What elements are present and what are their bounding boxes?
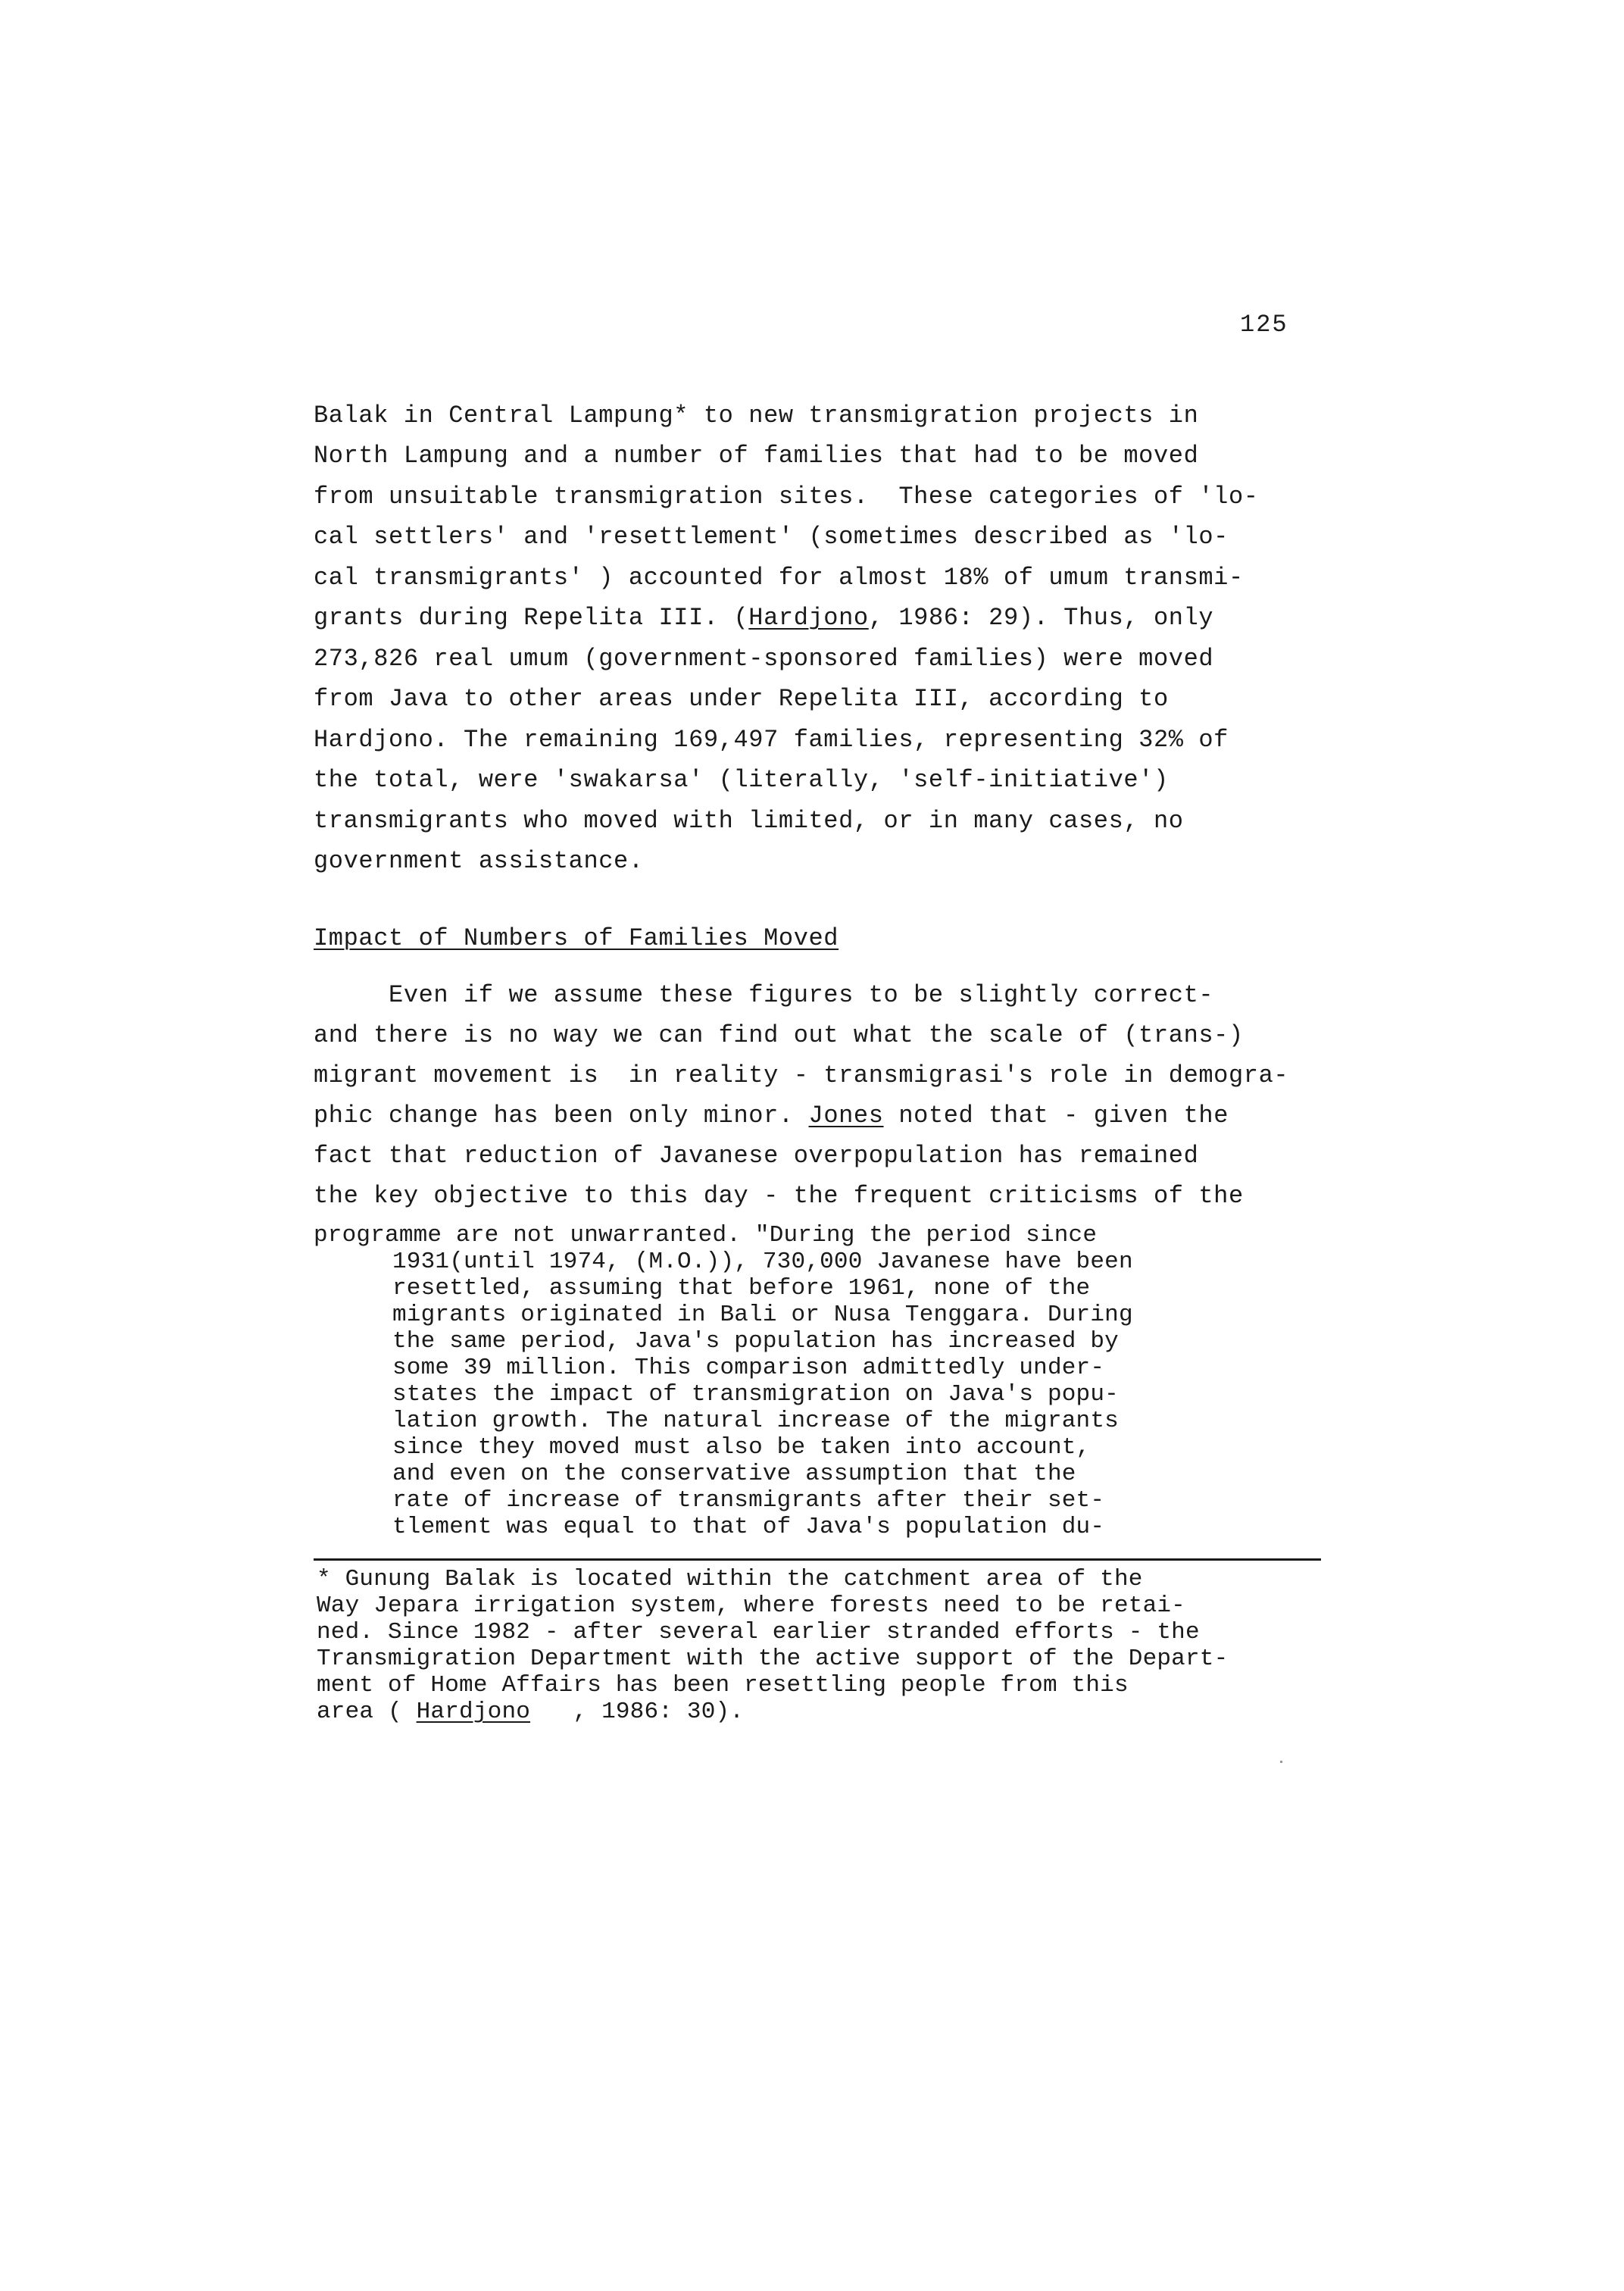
body-line: from unsuitable transmigration sites. These categories of 'lo- — [314, 483, 1259, 511]
section-heading: Impact of Numbers of Families Moved — [314, 924, 839, 952]
quote-line: states the impact of transmigration on Java's popu- — [392, 1381, 1119, 1408]
body-line: cal settlers' and 'resettlement' (sometimes described as 'lo- — [314, 523, 1229, 551]
citation-hardjono: Hardjono — [748, 604, 869, 632]
body-line: the total, were 'swakarsa' (literally, 'self-initiative') — [314, 766, 1169, 794]
quote-line: and even on the conservative assumption that the — [392, 1461, 1076, 1487]
footnote-line: Transmigration Department with the active support of the Depart- — [317, 1646, 1229, 1672]
body-line-text: , 1986: 29). Thus, only — [868, 604, 1214, 632]
section-line: the key objective to this day - the frequent criticisms of the — [314, 1182, 1244, 1210]
page-number: 125 — [1240, 311, 1288, 339]
quote-line: migrants originated in Bali or Nusa Tenggara. During — [392, 1302, 1133, 1328]
footnote-line-text: area ( — [317, 1699, 417, 1725]
footnote-line: Way Jepara irrigation system, where forests need to be retai- — [317, 1592, 1185, 1619]
body-line-text: grants during Repelita III. ( — [314, 604, 749, 632]
scan-speck — [1280, 1761, 1282, 1763]
quote-line: some 39 million. This comparison admittedly under- — [392, 1355, 1105, 1381]
footnote-line: * Gunung Balak is located within the catchment area of the — [317, 1566, 1143, 1592]
footnote-divider — [314, 1558, 1321, 1561]
body-line: cal transmigrants' ) accounted for almost 18% of umum transmi- — [314, 564, 1244, 592]
body-line: 273,826 real umum (government-sponsored families) were moved — [314, 645, 1214, 673]
section-line-text: noted that - given the — [883, 1102, 1229, 1130]
quote-line: lation growth. The natural increase of the migrants — [392, 1408, 1119, 1434]
body-line: transmigrants who moved with limited, or in many cases, no — [314, 807, 1184, 835]
citation-jones: Jones — [808, 1102, 884, 1130]
body-line: Hardjono. The remaining 169,497 families, representing 32% of — [314, 726, 1229, 754]
quote-line: programme are not unwarranted. "During the period since — [314, 1222, 1098, 1249]
body-line — [314, 604, 1213, 632]
body-line: government assistance. — [314, 847, 644, 875]
quote-line: 1931(until 1974, (M.O.)), 730,000 Javanese have been — [392, 1249, 1133, 1275]
footnote-line: ment of Home Affairs has been resettling people from this — [317, 1672, 1129, 1699]
body-line: from Java to other areas under Repelita III, according to — [314, 685, 1169, 713]
footnote-line: ned. Since 1982 - after several earlier stranded efforts - the — [317, 1619, 1200, 1646]
section-line: fact that reduction of Javanese overpopulation has remained — [314, 1142, 1199, 1170]
footnote-line — [317, 1699, 744, 1725]
section-line-text: phic change has been only minor. — [314, 1102, 809, 1130]
section-line — [314, 1102, 1229, 1130]
body-line: North Lampung and a number of families that had to be moved — [314, 442, 1199, 470]
quote-line: resettled, assuming that before 1961, none of the — [392, 1275, 1091, 1302]
quote-line: rate of increase of transmigrants after their set- — [392, 1487, 1105, 1514]
section-line: migrant movement is in reality - transmigrasi's role in demogra- — [314, 1061, 1289, 1089]
quote-line: since they moved must also be taken into account, — [392, 1434, 1091, 1461]
section-line: Even if we assume these figures to be slightly correct- — [314, 981, 1214, 1009]
quote-line: the same period, Java's population has increased by — [392, 1328, 1119, 1355]
body-line: Balak in Central Lampung* to new transmigration projects in — [314, 402, 1199, 430]
citation-hardjono: Hardjono — [416, 1699, 531, 1725]
quote-line: tlement was equal to that of Java's population du- — [392, 1514, 1105, 1540]
section-line: and there is no way we can find out what the scale of (trans-) — [314, 1021, 1244, 1049]
footnote-line-text: , 1986: 30). — [530, 1699, 745, 1725]
